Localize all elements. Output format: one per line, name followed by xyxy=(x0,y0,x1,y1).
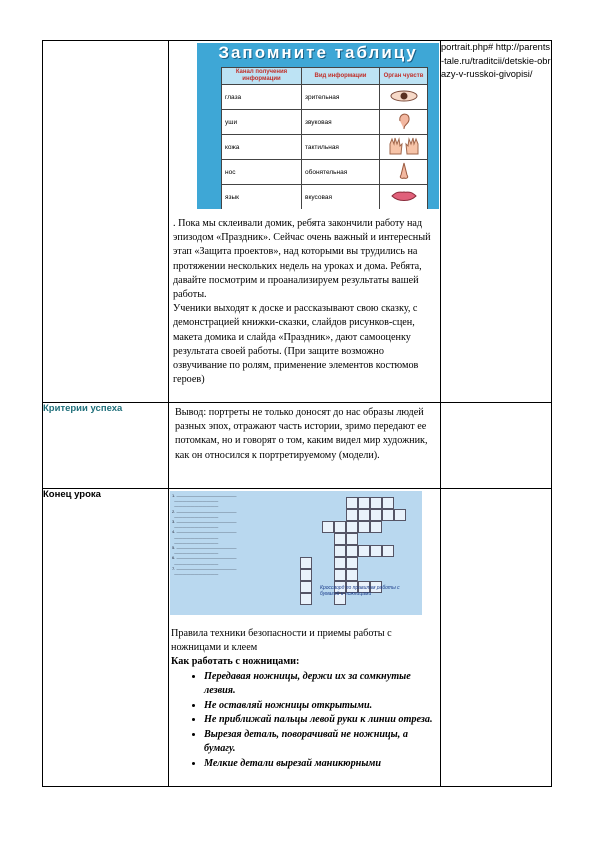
stage-cell xyxy=(43,41,169,403)
header-organ: Орган чувств xyxy=(380,68,428,85)
table-row xyxy=(222,160,428,185)
senses-table-image xyxy=(197,43,439,209)
image-title: Запомните таблицу xyxy=(218,43,418,62)
type-cell: тактильная xyxy=(302,135,380,160)
header-type: Вид информации xyxy=(302,68,380,85)
crossword-image xyxy=(170,491,422,615)
table-row xyxy=(43,489,552,787)
header-channel: Канал получения информации xyxy=(222,68,302,85)
row-label: Критерии успеха xyxy=(43,403,169,489)
table-row xyxy=(222,85,428,110)
content-cell xyxy=(169,41,441,403)
rules-heading: Как работать с ножницами: xyxy=(171,656,300,668)
lesson-paragraph: . Пока мы склеивали домик, ребята закончили работу над эпизодом «Праздник». Сейчас очень важный и интересный этап «Защита проектов», над которыми вы трудились на протяжении нескольких недель на уроках и дома. Ребята, давайте посмотрим и проанализируем результаты вашей работы. xyxy=(173,218,431,301)
list-item: • Не приближай пальцы левой руки к линии отреза. xyxy=(204,713,440,728)
list-item: • Передавая ножницы, держи их за сомкнутые лезвия. xyxy=(204,670,440,699)
lesson-paragraph: Ученики выходят к доске и рассказывают свою сказку, с демонстрацией книжки-сказки, слайдов рисунков-сцен, макета домика и слайда «Праздник», дают самооценку результата своей работы. (При защите возможно озвучивание по ролям, применение элементов костюмов героев) xyxy=(173,303,419,386)
conclusion-text: Вывод: портреты не только доносят до нас образы людей разных эпох, отражают часть истории, зримо передают ее потомкам, но и говорят о том, каким видел мир художник, как он относился к портретируемому (модели). xyxy=(169,403,441,489)
crossword-note: Кроссворд по правилам работы с бумагой и ножницами xyxy=(320,585,400,597)
table-row xyxy=(43,41,552,403)
type-cell: обонятельная xyxy=(302,160,380,185)
table-row xyxy=(43,403,552,489)
table-row xyxy=(222,185,428,210)
channel-cell: уши xyxy=(222,110,302,135)
lesson-plan-table xyxy=(42,40,552,787)
table-row xyxy=(222,110,428,135)
crossword-questions: 1. ——————————————— ——————————— ——————————— 2. ——————————————— ——————————— 3. ——————————————— ——————————— 4. ——————————————— ——————————— ——————————— 5. ——————————————— ——————————— 6. ——————————————— ——————————— 7. ——————————————— ——————————— xyxy=(172,493,237,577)
hands-icon xyxy=(387,136,421,156)
channel-cell: кожа xyxy=(222,135,302,160)
ear-icon xyxy=(396,111,412,131)
lips-icon xyxy=(390,189,418,203)
type-cell: зрительная xyxy=(302,85,380,110)
channel-cell: глаза xyxy=(222,85,302,110)
channel-cell: язык xyxy=(222,185,302,210)
nose-icon xyxy=(396,161,412,181)
scissors-rules-list xyxy=(170,670,440,772)
list-item: • Мелкие детали вырезай маникюрными xyxy=(204,757,440,772)
lesson-paragraph: Правила техники безопасности и приемы работы с ножницами и клеем xyxy=(171,628,392,654)
type-cell: звуковая xyxy=(302,110,380,135)
list-item: • Вырезая деталь, поворачивай не ножницы, а бумагу. xyxy=(204,728,440,757)
channel-cell: нос xyxy=(222,160,302,185)
table-row xyxy=(222,135,428,160)
row-label: Конец урока xyxy=(43,489,169,787)
content-cell xyxy=(169,489,441,787)
list-item: • Не оставляй ножницы открытыми. xyxy=(204,699,440,714)
senses-header-row xyxy=(222,68,428,85)
type-cell: вкусовая xyxy=(302,185,380,210)
source-cell: portrait.php# http://parents-tale.ru/traditcii/detskie-obrazy-v-russkoi-givopisi/ xyxy=(441,41,552,403)
eye-icon xyxy=(389,89,419,103)
senses-table xyxy=(221,67,428,209)
